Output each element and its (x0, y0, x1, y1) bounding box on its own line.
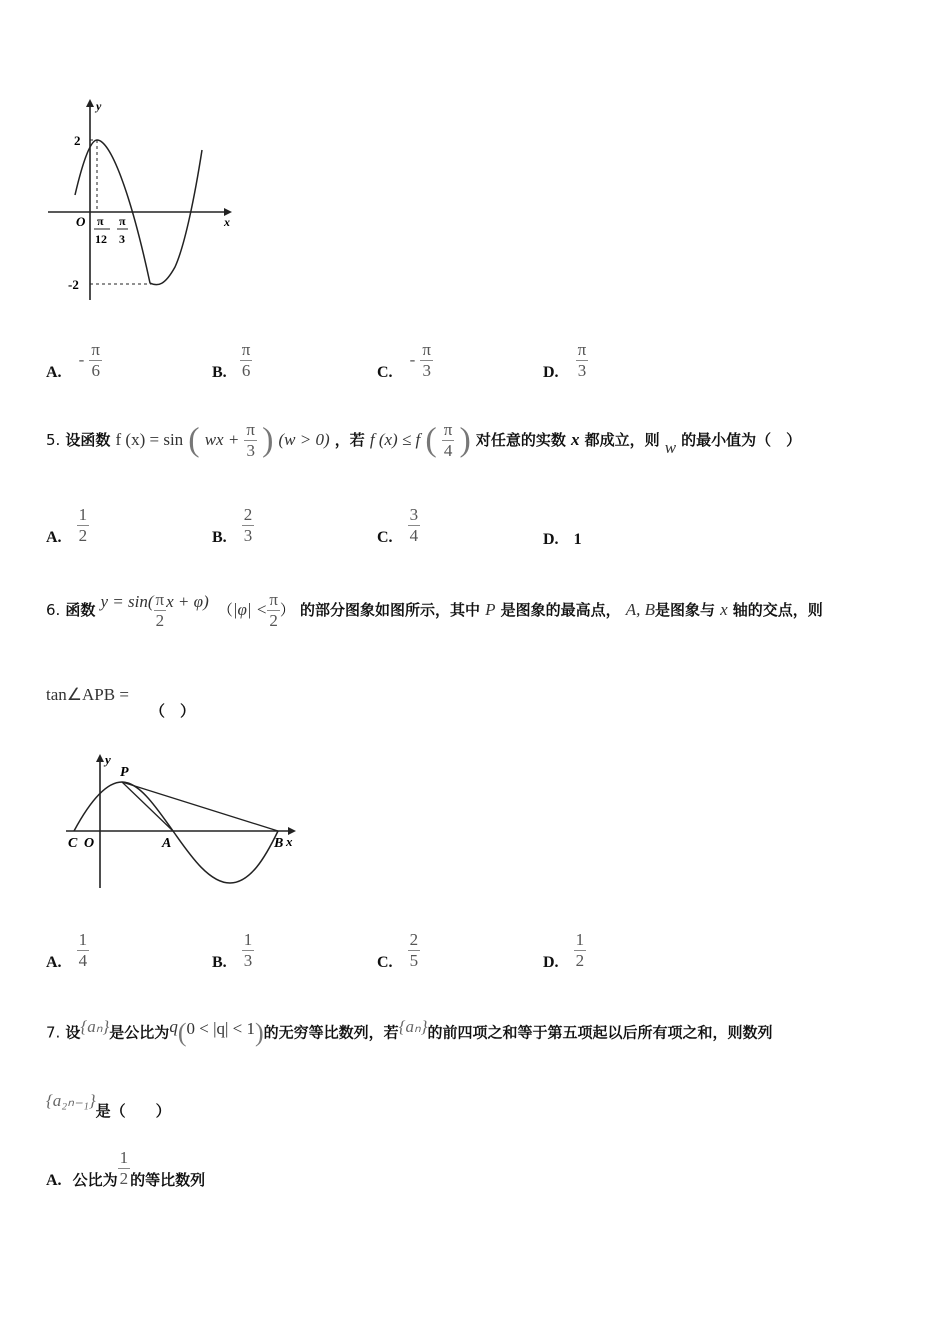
q5-option-a[interactable]: A. $\frac{1}{2}$ (46, 505, 88, 546)
q4-option-b[interactable] (212, 340, 252, 381)
graph1-y-label: y (96, 99, 102, 113)
point-b-label: B (274, 836, 284, 851)
graph1-x-label: x (224, 215, 230, 229)
option-label: A. (46, 364, 62, 381)
answer-blank: （ ） (150, 702, 196, 720)
graph1-tick2-num: π (119, 214, 126, 228)
question-7-stem: 7. 设{aₙ}是公比为q(0 < |q| < 1)的无穷等比数列，若{aₙ}的前四项之和等于第五项起以后所有项之和，则数列 (46, 1016, 773, 1047)
q6-option-a[interactable]: A. $\frac{1}{4}$ (46, 930, 88, 971)
question-number: 6. (46, 601, 61, 619)
option-fraction: $\frac{\pi}{3}$ (577, 340, 587, 380)
option-fraction: $\frac{\pi}{3}$ (422, 340, 432, 380)
graph2-y-label: y (105, 752, 111, 767)
graph1-ymin: -2 (68, 277, 79, 292)
origin-label: O (84, 836, 95, 851)
graph1-tick2-den: 3 (119, 232, 125, 246)
point-c-label: C (68, 836, 78, 851)
q7-option-a[interactable]: A. 公比为 $\frac{1}{2}$ 的等比数列 (46, 1148, 206, 1189)
graph1-origin: O (76, 214, 86, 229)
graph2-x-label: x (286, 834, 293, 849)
segment-pb (122, 782, 278, 831)
question-number: 5. (46, 431, 61, 449)
point-a-label: A (162, 836, 172, 851)
function-definition: f (x) = sin (115, 430, 184, 449)
question-7-stem-line2: {a₂ₙ₋₁}是（ ） (46, 1091, 171, 1120)
graph1-tick1-den: 12 (95, 232, 107, 246)
question-6-stem: 6. 函数 y = sin( $\frac{\pi}{2}$ x + φ) （|φ| < $\frac{\pi}{2}$ ） 的部分图象如图所示，其中 P 是图象的最高点， A, B是图象与 x 轴的交点，则 (46, 590, 823, 630)
question-6-stem-line2: tan∠APB = (46, 685, 129, 704)
point-p-label: P (120, 765, 129, 780)
question-number: 7. (46, 1023, 61, 1042)
option-label: B. (212, 364, 227, 381)
q4-option-c[interactable] (377, 340, 433, 381)
q6-option-c[interactable]: C. $\frac{2}{5}$ (377, 930, 419, 971)
graph1-tick1-num: π (97, 214, 104, 228)
q5-option-b[interactable]: B. $\frac{2}{3}$ (212, 505, 253, 546)
option-fraction: $\frac{\pi}{6}$ (91, 340, 101, 380)
option-sign: - (78, 350, 85, 369)
q4-option-d[interactable] (543, 340, 588, 381)
sine-graph-2 (60, 750, 310, 895)
q6-option-b[interactable]: B. $\frac{1}{3}$ (212, 930, 253, 971)
q6-option-d[interactable]: D. $\frac{1}{2}$ (543, 930, 585, 971)
graph1-ymax: 2 (74, 133, 81, 148)
q4-option-a[interactable] (46, 340, 102, 381)
option-label: D. (543, 364, 559, 381)
option-fraction: $\frac{\pi}{6}$ (241, 340, 251, 380)
sine-graph-1 (40, 95, 250, 305)
q5-option-c[interactable]: C. $\frac{3}{4}$ (377, 505, 419, 546)
option-sign: - (409, 350, 416, 369)
option-label: C. (377, 364, 393, 381)
q5-option-d[interactable]: D. 1 (543, 531, 582, 548)
graph2-curve (74, 782, 278, 883)
question-5-stem: 5. 设函数 f (x) = sin ( wx + $\frac{\pi}{3}$ ) (w > 0) ，若 f (x) ≤ f ( $\frac{\pi}{4}$ ) 对任意的实数 x 都成立，则 w 的最小值为（ ） (46, 420, 802, 460)
